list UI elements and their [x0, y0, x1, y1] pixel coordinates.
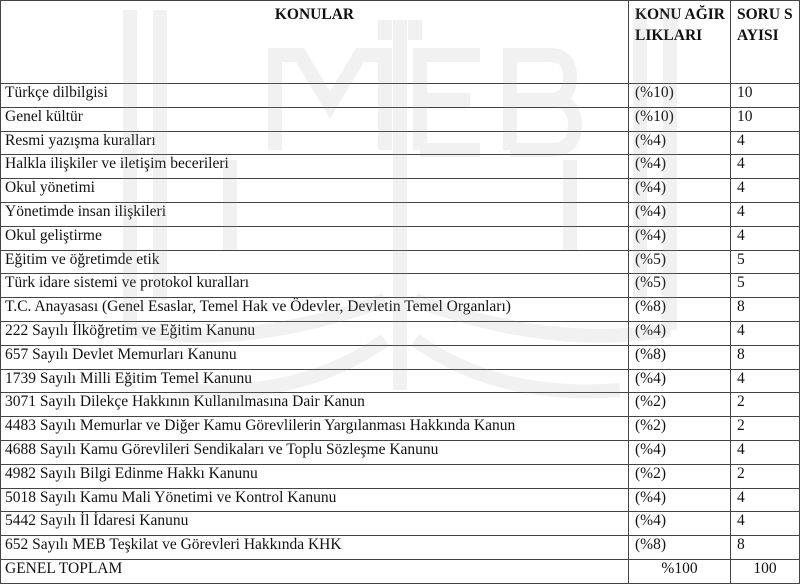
weight-cell: (%2)	[629, 417, 731, 441]
table-row	[1, 393, 800, 417]
table-header-row	[1, 1, 800, 84]
table-row	[1, 131, 800, 155]
weight-cell: (%4)	[629, 179, 731, 203]
topic-cell: 657 Sayılı Devlet Memurları Kanunu	[1, 345, 629, 369]
weight-cell: (%5)	[629, 250, 731, 274]
count-cell: 2	[731, 464, 800, 488]
weight-cell: (%8)	[629, 298, 731, 322]
weight-cell: (%10)	[629, 107, 731, 131]
topic-cell: Halkla ilişkiler ve iletişim becerileri	[1, 155, 629, 179]
table-row	[1, 298, 800, 322]
table-row	[1, 202, 800, 226]
table-row	[1, 107, 800, 131]
weight-cell: (%4)	[629, 440, 731, 464]
topic-cell: Okul geliştirme	[1, 226, 629, 250]
header-question-count: SORU SAYISI	[731, 1, 800, 84]
topic-cell: Yönetimde insan ilişkileri	[1, 202, 629, 226]
topic-cell: 5442 Sayılı İl İdaresi Kanunu	[1, 512, 629, 536]
count-cell: 4	[731, 179, 800, 203]
topic-cell: Türk idare sistemi ve protokol kuralları	[1, 274, 629, 298]
count-cell: 8	[731, 536, 800, 560]
count-cell: 8	[731, 345, 800, 369]
weight-cell: (%8)	[629, 536, 731, 560]
weight-cell: (%4)	[629, 321, 731, 345]
count-cell: 4	[731, 202, 800, 226]
weight-cell: (%10)	[629, 84, 731, 108]
topic-cell: 3071 Sayılı Dilekçe Hakkının Kullanılmasına Dair Kanun	[1, 393, 629, 417]
count-cell: 4	[731, 321, 800, 345]
total-count: 100	[731, 559, 800, 583]
topic-cell: Eğitim ve öğretimde etik	[1, 250, 629, 274]
topic-cell: Okul yönetimi	[1, 179, 629, 203]
total-row	[1, 559, 800, 583]
count-cell: 5	[731, 274, 800, 298]
count-cell: 4	[731, 155, 800, 179]
count-cell: 4	[731, 512, 800, 536]
table-row	[1, 84, 800, 108]
weight-cell: (%5)	[629, 274, 731, 298]
table-row	[1, 321, 800, 345]
weight-cell: (%4)	[629, 512, 731, 536]
topic-cell: 5018 Sayılı Kamu Mali Yönetimi ve Kontrol Kanunu	[1, 488, 629, 512]
topic-cell: 4483 Sayılı Memurlar ve Diğer Kamu Görevlilerin Yargılanması Hakkında Kanun	[1, 417, 629, 441]
table-row	[1, 464, 800, 488]
table-row	[1, 488, 800, 512]
table-row	[1, 179, 800, 203]
weight-cell: (%4)	[629, 488, 731, 512]
topic-cell: 652 Sayılı MEB Teşkilat ve Görevleri Hakkında KHK	[1, 536, 629, 560]
table-row	[1, 536, 800, 560]
count-cell: 10	[731, 84, 800, 108]
weight-cell: (%4)	[629, 202, 731, 226]
weight-cell: (%4)	[629, 131, 731, 155]
weight-cell: (%2)	[629, 393, 731, 417]
topic-cell: 222 Sayılı İlköğretim ve Eğitim Kanunu	[1, 321, 629, 345]
table-row	[1, 250, 800, 274]
table-row	[1, 417, 800, 441]
table-row	[1, 369, 800, 393]
count-cell: 8	[731, 298, 800, 322]
topic-cell: Resmi yazışma kuralları	[1, 131, 629, 155]
weight-cell: (%8)	[629, 345, 731, 369]
table-row	[1, 226, 800, 250]
weight-cell: (%4)	[629, 369, 731, 393]
count-cell: 4	[731, 440, 800, 464]
count-cell: 10	[731, 107, 800, 131]
weight-cell: (%4)	[629, 226, 731, 250]
table-row	[1, 274, 800, 298]
count-cell: 2	[731, 417, 800, 441]
count-cell: 4	[731, 488, 800, 512]
table-row	[1, 512, 800, 536]
table-row	[1, 345, 800, 369]
count-cell: 2	[731, 393, 800, 417]
table-row	[1, 155, 800, 179]
weight-cell: (%2)	[629, 464, 731, 488]
header-topic-weights: KONU AĞIRLIKLARI	[629, 1, 731, 84]
topic-cell: 4982 Sayılı Bilgi Edinme Hakkı Kanunu	[1, 464, 629, 488]
count-cell: 4	[731, 369, 800, 393]
topic-cell: 4688 Sayılı Kamu Görevlileri Sendikaları ve Toplu Sözleşme Kanunu	[1, 440, 629, 464]
total-weight: %100	[629, 559, 731, 583]
topic-cell: 1739 Sayılı Milli Eğitim Temel Kanunu	[1, 369, 629, 393]
table-row	[1, 440, 800, 464]
count-cell: 4	[731, 226, 800, 250]
count-cell: 5	[731, 250, 800, 274]
header-topics: KONULAR	[1, 1, 629, 84]
count-cell: 4	[731, 131, 800, 155]
total-label: GENEL TOPLAM	[1, 559, 629, 583]
weight-cell: (%4)	[629, 155, 731, 179]
topic-cell: T.C. Anayasası (Genel Esaslar, Temel Hak ve Ödevler, Devletin Temel Organları)	[1, 298, 629, 322]
topic-cell: Genel kültür	[1, 107, 629, 131]
topic-cell: Türkçe dilbilgisi	[1, 84, 629, 108]
